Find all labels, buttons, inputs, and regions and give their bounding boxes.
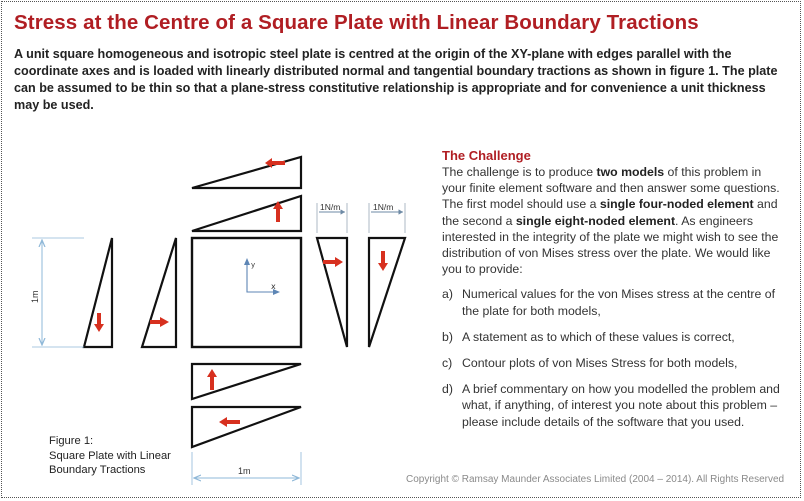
challenge-text-1: The challenge is to produce <box>442 165 597 179</box>
right-normal-load-triangle <box>317 238 347 347</box>
load-label-left: 1N/m <box>320 202 341 212</box>
challenge-heading: The Challenge <box>442 148 531 163</box>
list-item-text: Numerical values for the von Mises stress at the centre of the plate for both models, <box>462 287 776 318</box>
bottom-shear-load-triangle <box>192 407 301 447</box>
list-item-marker: b) <box>442 329 453 344</box>
top-shear-load-triangle <box>192 157 301 188</box>
figure-caption-line-3: Boundary Tractions <box>49 464 146 476</box>
right-shear-load-triangle <box>369 238 405 347</box>
list-item <box>442 329 782 345</box>
challenge-text-2: of this problem in your finite element software and then answer some questions. The first model should use a <box>442 165 780 212</box>
intro-paragraph: A unit square homogeneous and isotropic steel plate is centred at the origin of the XY-plane with edges parallel with the coordinate axes and is loaded with linearly distributed normal and tangential boundary tractions as shown in figure 1. The plate can be assumed to be thin so that a plane-stress constitutive relationship is appropriate and for convenience a unit thickness may be used. <box>14 47 778 112</box>
height-dimension-label: 1m <box>30 290 40 303</box>
list-item-text: A brief commentary on how you modelled the problem and what, if anything, of interest you note about this problem – please include details of the software that you used. <box>462 382 780 429</box>
challenge-text-3: and the second a <box>442 197 778 228</box>
list-item-text: A statement as to which of these values is correct, <box>462 329 735 344</box>
top-normal-load-triangle <box>192 196 301 231</box>
left-shear-load-triangle <box>84 238 112 347</box>
list-item-marker: d) <box>442 382 453 397</box>
width-dimension-label: 1m <box>238 466 251 476</box>
list-item <box>442 355 782 371</box>
figure-caption-line-2: Square Plate with Linear <box>49 449 171 462</box>
load-label-right: 1N/m <box>373 202 394 212</box>
list-item-marker: c) <box>442 356 453 371</box>
list-item <box>442 286 782 318</box>
challenge-bold-eight-noded: single eight-noded element <box>515 213 676 228</box>
axis-x-label: x <box>271 282 276 291</box>
challenge-text-4: . As engineers interested in the integrity of the plate we might wish to see the distribution of von Mises stress over the plate. We would like you to provide: <box>442 213 779 277</box>
list-item-text: Contour plots of von Mises Stress for both models, <box>462 356 738 371</box>
challenge-bold-two-models: two models <box>596 165 665 179</box>
bottom-normal-load-triangle <box>192 364 301 399</box>
challenge-section <box>442 148 782 430</box>
list-item <box>442 381 782 430</box>
list-item-marker: a) <box>442 287 453 302</box>
copyright-notice: Copyright © Ramsay Maunder Associates Limited (2004 – 2014). All Rights Reserved <box>406 474 785 485</box>
figure-caption <box>49 434 199 478</box>
left-normal-load-triangle <box>142 238 176 347</box>
challenge-paragraph <box>442 164 782 277</box>
square-plate <box>192 238 301 347</box>
axis-y-label: y <box>251 261 256 269</box>
requirements-list <box>442 286 782 429</box>
page-title: Stress at the Centre of a Square Plate with Linear Boundary Tractions <box>14 11 699 34</box>
challenge-bold-four-noded: single four-noded element <box>599 197 754 212</box>
figure-caption-line-1: Figure 1: <box>49 435 94 447</box>
